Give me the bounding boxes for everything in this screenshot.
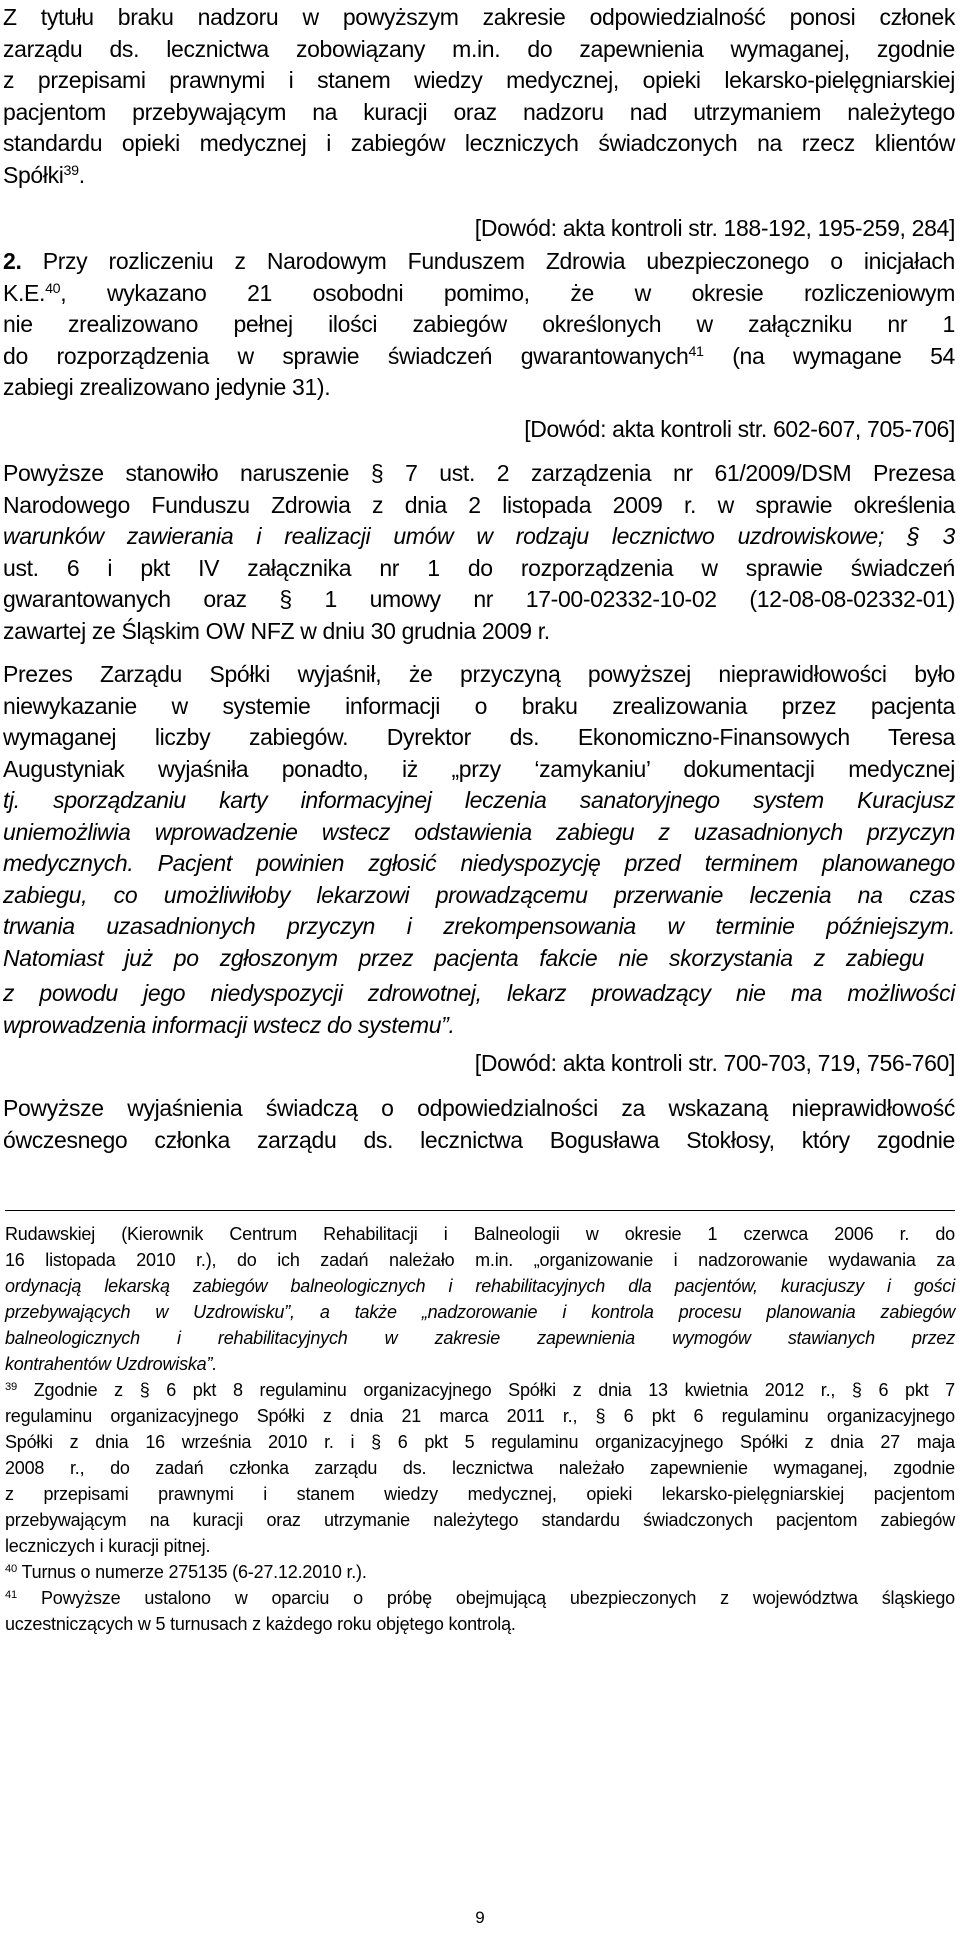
footnote-line: uczestniczących w 5 turnusach z każdego roku objętego kontrolą. [5, 1614, 516, 1634]
text-line [3, 817, 955, 849]
text-line: Narodowego Funduszu Zdrowia z dnia 2 listopada 2009 r. w sprawie określenia [3, 491, 955, 518]
text-fragment: kontrahentów Uzdrowiska”. [5, 1354, 218, 1374]
footnote-line: leczniczych i kuracji pitnej. [5, 1536, 211, 1556]
text-line: standardu opieki medycznej i zabiegów leczniczych świadczonych na rzecz klientów [3, 130, 955, 156]
footnote-continuation [5, 1221, 955, 1377]
text-fragment: (na wymagane 54 [703, 342, 956, 369]
footnote-line [5, 1585, 955, 1611]
paragraph-explanation [3, 659, 955, 974]
footnote-number: 39 [5, 1380, 18, 1393]
text-line [3, 880, 955, 912]
footnote-line: 2008 r., do zadań członka zarządu ds. lecznictwa należało zapewnienie wymaganej, zgodnie [5, 1458, 955, 1478]
evidence-note-3 [3, 1048, 955, 1080]
text-fragment: wprowadzenia informacji wstecz do systemu”. [3, 1011, 455, 1038]
text-line: zawartej ze Śląskim OW NFZ w dniu 30 grudnia 2009 r. [3, 617, 550, 644]
text-fragment: warunków zawierania i realizacji umów w rodzaju lecznictwo uzdrowiskowe; § 3 [3, 523, 955, 549]
text-fragment: Natomiast już po zgłoszonym przez pacjenta fakcie nie skorzystania z zabiegu [3, 944, 924, 971]
footnote-line [5, 1559, 955, 1585]
text-fragment: Spółki [3, 161, 64, 188]
text-line: zabiegi zrealizowano jedynie 31). [3, 374, 331, 400]
footnote-40 [5, 1559, 955, 1585]
page-number: 9 [475, 1908, 485, 1927]
text-line: ust. 6 i pkt IV załącznika nr 1 do rozporządzenia w sprawie świadczeń [3, 554, 955, 581]
footnote-line [5, 1299, 955, 1325]
text-line [3, 978, 955, 1010]
footnote-line [5, 1351, 955, 1377]
evidence-note-2 [3, 414, 955, 446]
text-line [3, 1010, 955, 1042]
footnote-ref-40: 40 [45, 280, 61, 297]
text-line: Powyższe wyjaśnienia świadczą o odpowiedzialności za wskazaną nieprawidłowość [3, 1095, 955, 1121]
footnote-line [5, 1273, 955, 1299]
footnote-line: regulaminu organizacyjnego Spółki z dnia 21 marca 2011 r., § 6 pkt 6 regulaminu organizacyjnego [5, 1406, 955, 1426]
text-line: nie zrealizowano pełnej ilości zabiegów określonych w załączniku nr 1 [3, 311, 955, 337]
text-line: gwarantowanych oraz § 1 umowy nr 17-00-02332-10-02 (12-08-08-02332-01) [3, 586, 955, 612]
text-fragment: Turnus o numerze 275135 (6-27.12.2010 r.). [21, 1562, 367, 1582]
text-fragment: przebywających w Uzdrowisku”, a także „nadzorowanie i kontrola procesu planowania zabiegów [5, 1302, 955, 1322]
text-fragment: trwania uzasadnionych przyczyn i zrekompensowania w terminie późniejszym. [3, 913, 955, 939]
paragraph-violation [3, 458, 955, 647]
text-line [3, 246, 955, 278]
footnote-39 [5, 1377, 955, 1559]
evidence-text: [Dowód: akta kontroli str. 700-703, 719, 756-760] [474, 1050, 955, 1076]
text-line: Augustyniak wyjaśniła ponadto, iż „przy ‘zamykaniu’ dokumentacji medycznej [3, 755, 955, 782]
footnote-line: Spółki z dnia 16 września 2010 r. i § 6 pkt 5 regulaminu organizacyjnego Spółki z dnia 27 maja [5, 1432, 955, 1452]
paragraph-explanation-cont [3, 978, 955, 1041]
text-fragment: K.E. [3, 279, 46, 306]
text-line: Powyższe stanowiło naruszenie § 7 ust. 2 zarządzenia nr 61/2009/DSM Prezesa [3, 460, 955, 486]
text-line: z przepisami prawnymi i stanem wiedzy medycznej, opieki lekarsko-pielęgniarskiej [3, 67, 955, 93]
footnote-ref-41: 41 [688, 343, 704, 360]
text-fragment: zabiegu, co umożliwiłoby lekarzowi prowadzącemu przerwanie leczenia na czas [3, 881, 955, 908]
footnote-line [5, 1377, 955, 1403]
text-fragment: Zgodnie z § 6 pkt 8 regulaminu organizacyjnego Spółki z dnia 13 kwietnia 2012 r., § 6 pkt 7 [33, 1380, 955, 1400]
footnote-line: przebywającym na kuracji oraz utrzymanie należytego standardu świadczonych pacjentom zabiegów [5, 1510, 955, 1530]
text-fragment: do rozporządzenia w sprawie świadczeń gwarantowanych [3, 342, 689, 369]
text-fragment: Powyższe ustalono w oparciu o próbę obejmującą ubezpieczonych z województwa śląskiego [40, 1588, 955, 1608]
text-fragment: medycznych. Pacjent powinien zgłosić niedyspozycję przed terminem planowanego [3, 850, 955, 876]
text-line: ówczesnego członka zarządu ds. lecznictwa Bogusława Stokłosy, który zgodnie [3, 1126, 955, 1153]
text-line [3, 785, 955, 817]
text-line [3, 278, 955, 310]
footnote-line: z przepisami prawnymi i stanem wiedzy medycznej, opieki lekarsko-pielęgniarskiej pacjentom [5, 1484, 955, 1504]
text-fragment: , wykazano 21 osobodni pomimo, że w okresie rozliczeniowym [60, 279, 955, 306]
footnote-line [5, 1325, 955, 1351]
evidence-text: [Dowód: akta kontroli str. 188-192, 195-259, 284] [474, 215, 955, 241]
point-number: 2. [3, 248, 22, 274]
text-line: zarządu ds. lecznictwa zobowiązany m.in. do zapewnienia wymaganej, zgodnie [3, 35, 955, 62]
text-line: wymaganej liczby zabiegów. Dyrektor ds. Ekonomiczno-Finansowych Teresa [3, 724, 955, 750]
text-line: Z tytułu braku nadzoru w powyższym zakresie odpowiedzialność ponosi członek [3, 4, 955, 30]
text-line: Prezes Zarządu Spółki wyjaśnił, że przyczyną powyższej nieprawidłowości było [3, 661, 955, 687]
evidence-note-1 [3, 213, 955, 245]
text-fragment: ordynacją lekarską zabiegów balneologicznych i rehabilitacyjnych dla pacjentów, kuracjuszy i gości [5, 1276, 955, 1296]
text-fragment: tj. sporządzaniu karty informacyjnej leczenia sanatoryjnego system Kuracjusz [3, 787, 955, 813]
footnote-41 [5, 1585, 955, 1637]
text-fragment: balneologicznych i rehabilitacyjnych w zakresie zapewnienia wymogów stawianych przez [5, 1328, 955, 1348]
text-line [3, 848, 955, 880]
paragraph-supervision [3, 2, 955, 191]
footnote-number: 41 [5, 1588, 18, 1601]
text-line: pacjentom przebywającym na kuracji oraz nadzoru nad utrzymaniem należytego [3, 98, 955, 125]
footnote-line: 16 listopada 2010 r.), do ich zadań należało m.in. „organizowanie i nadzorowanie wydawania za [5, 1250, 955, 1270]
footnote-separator [5, 1210, 955, 1211]
text-line [3, 341, 955, 373]
text-line [3, 943, 924, 975]
text-line [3, 911, 955, 943]
footnote-line: Rudawskiej (Kierownik Centrum Rehabilitacji i Balneologii w okresie 1 czerwca 2006 r. do [5, 1224, 955, 1244]
text-line: niewykazanie w systemie informacji o braku zrealizowania przez pacjenta [3, 692, 955, 719]
text-fragment: z powodu jego niedyspozycji zdrowotnej, lekarz prowadzący nie ma możliwości [3, 980, 955, 1006]
footnote-ref-39: 39 [63, 162, 79, 179]
evidence-text: [Dowód: akta kontroli str. 602-607, 705-706] [524, 416, 955, 442]
footnote-number: 40 [5, 1562, 18, 1575]
text-line [3, 521, 955, 553]
text-fragment: Przy rozliczeniu z Narodowym Funduszem Zdrowia ubezpieczonego o inicjałach [42, 248, 955, 274]
paragraph-point-2 [3, 246, 955, 404]
text-fragment: uniemożliwia wprowadzenie wstecz odstawienia zabiegu z uzasadnionych przyczyn [3, 818, 955, 845]
text-line: Spółki$^{39}$. [3, 161, 85, 188]
paragraph-closing [3, 1093, 955, 1156]
